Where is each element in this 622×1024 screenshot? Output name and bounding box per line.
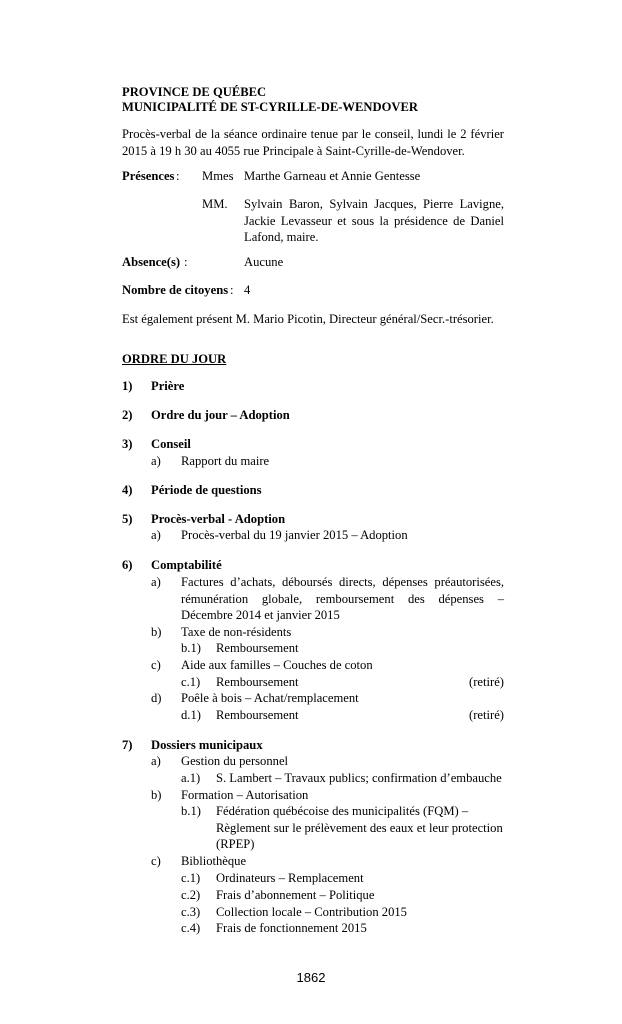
citoyens-label: Nombre de citoyens bbox=[122, 283, 229, 297]
agenda-item-number: 1) bbox=[122, 379, 133, 393]
agenda-item-number: 3) bbox=[122, 437, 133, 451]
agenda-item-title: Conseil bbox=[151, 437, 191, 451]
agenda-subitem-text: Formation – Autorisation bbox=[181, 788, 309, 802]
agenda-item-title: Prière bbox=[151, 379, 185, 393]
agenda-subsubitem-number: c.4) bbox=[181, 921, 201, 935]
citoyens-value: 4 bbox=[244, 283, 251, 297]
citoyens-colon: : bbox=[230, 283, 234, 297]
agenda-subitem-text: Factures d’achats, déboursés directs, dépenses préautorisées, rémunération globale, remboursement des dépenses – Décembre 2014 et janvier 2015 bbox=[181, 575, 504, 622]
agenda-subsubitem-number: c.3) bbox=[181, 905, 201, 919]
agenda-item-title: Dossiers municipaux bbox=[151, 738, 263, 752]
agenda-subsubitem-text: Ordinateurs – Remplacement bbox=[216, 871, 364, 885]
agenda-item-number: 6) bbox=[122, 558, 133, 572]
agenda-subsubitem-text: Frais de fonctionnement 2015 bbox=[216, 921, 367, 935]
agenda-title: ORDRE DU JOUR bbox=[122, 352, 227, 366]
agenda-subitem-text: Rapport du maire bbox=[181, 454, 270, 468]
agenda-subsubitem-text: S. Lambert – Travaux publics; confirmation d’embauche bbox=[216, 771, 502, 785]
agenda-subsubitem-text: Remboursement bbox=[216, 641, 299, 655]
agenda-subitem-text: Gestion du personnel bbox=[181, 754, 289, 768]
presences-label: Présences bbox=[122, 169, 175, 183]
agenda-subsubitem-number: b.1) bbox=[181, 641, 201, 655]
agenda-subsubitem-text: Frais d’abonnement – Politique bbox=[216, 888, 375, 902]
agenda-subitem-letter: d) bbox=[151, 691, 162, 705]
agenda-subitem-text: Procès-verbal du 19 janvier 2015 – Adoption bbox=[181, 528, 408, 542]
agenda-subitem-text: Bibliothèque bbox=[181, 854, 247, 868]
intro-paragraph: Procès-verbal de la séance ordinaire tenue par le conseil, lundi le 2 février 2015 à 19 h 30 au 4055 rue Principale à Saint-Cyrille-de-Wendover. bbox=[122, 127, 504, 158]
agenda-subitem-text: Poêle à bois – Achat/remplacement bbox=[181, 691, 359, 705]
agenda-subsubitem-text: Collection locale – Contribution 2015 bbox=[216, 905, 407, 919]
agenda-subitem-text: Aide aux familles – Couches de coton bbox=[181, 658, 373, 672]
agenda-item-number: 4) bbox=[122, 483, 133, 497]
agenda-subsubitem-text: Remboursement bbox=[216, 708, 299, 722]
agenda-subsubitem-number: d.1) bbox=[181, 708, 201, 722]
agenda-subitem-letter: b) bbox=[151, 625, 162, 639]
agenda-subsubitem-number: c.2) bbox=[181, 888, 201, 902]
agenda-item-number: 2) bbox=[122, 408, 133, 422]
page-number: 1862 bbox=[296, 970, 326, 985]
absences-value: Aucune bbox=[244, 255, 284, 269]
agenda-subitem-letter: a) bbox=[151, 754, 161, 768]
agenda-subsubitem-number: b.1) bbox=[181, 804, 201, 818]
presences-colon: : bbox=[176, 169, 180, 183]
also-present: Est également présent M. Mario Picotin, Directeur général/Secr.-trésorier. bbox=[122, 312, 494, 326]
agenda-item-number: 7) bbox=[122, 738, 133, 752]
absences-colon: : bbox=[184, 255, 188, 269]
presences-mm-names: Sylvain Baron, Sylvain Jacques, Pierre Lavigne, Jackie Levasseur et sous la présidence de Daniel Lafond, maire. bbox=[244, 197, 504, 244]
agenda-item-title: Procès-verbal - Adoption bbox=[151, 512, 286, 526]
agenda-subitem-letter: a) bbox=[151, 528, 161, 542]
agenda-subitem-letter: b) bbox=[151, 788, 162, 802]
presences-mm-label: MM. bbox=[202, 197, 228, 211]
header-municipality: MUNICIPALITÉ DE ST-CYRILLE-DE-WENDOVER bbox=[122, 100, 418, 114]
agenda-subsubitem-text: Fédération québécoise des municipalités (FQM) – Règlement sur le prélèvement des eaux et leur protection (RPEP) bbox=[216, 804, 503, 851]
agenda-subitem-letter: c) bbox=[151, 658, 161, 672]
agenda-subitem-letter: a) bbox=[151, 454, 161, 468]
agenda-subsubitem-number: c.1) bbox=[181, 871, 201, 885]
agenda-subitem-text: Taxe de non-résidents bbox=[181, 625, 292, 639]
absences-label: Absence(s) bbox=[122, 255, 181, 269]
agenda-item-title: Comptabilité bbox=[151, 558, 222, 572]
presences-mmes-names: Marthe Garneau et Annie Gentesse bbox=[244, 169, 421, 183]
agenda-subitem-letter: a) bbox=[151, 575, 161, 589]
agenda-subsubitem-number: a.1) bbox=[181, 771, 201, 785]
withdrawn-note: (retiré) bbox=[469, 708, 504, 722]
agenda-subsubitem-text: Remboursement bbox=[216, 675, 299, 689]
agenda-item-title: Période de questions bbox=[151, 483, 262, 497]
presences-mmes-label: Mmes bbox=[202, 169, 234, 183]
withdrawn-note: (retiré) bbox=[469, 675, 504, 689]
agenda-item-number: 5) bbox=[122, 512, 133, 526]
agenda-item-title: Ordre du jour – Adoption bbox=[151, 408, 290, 422]
agenda-subsubitem-number: c.1) bbox=[181, 675, 201, 689]
agenda-subitem-letter: c) bbox=[151, 854, 161, 868]
header-province: PROVINCE DE QUÉBEC bbox=[122, 85, 267, 99]
